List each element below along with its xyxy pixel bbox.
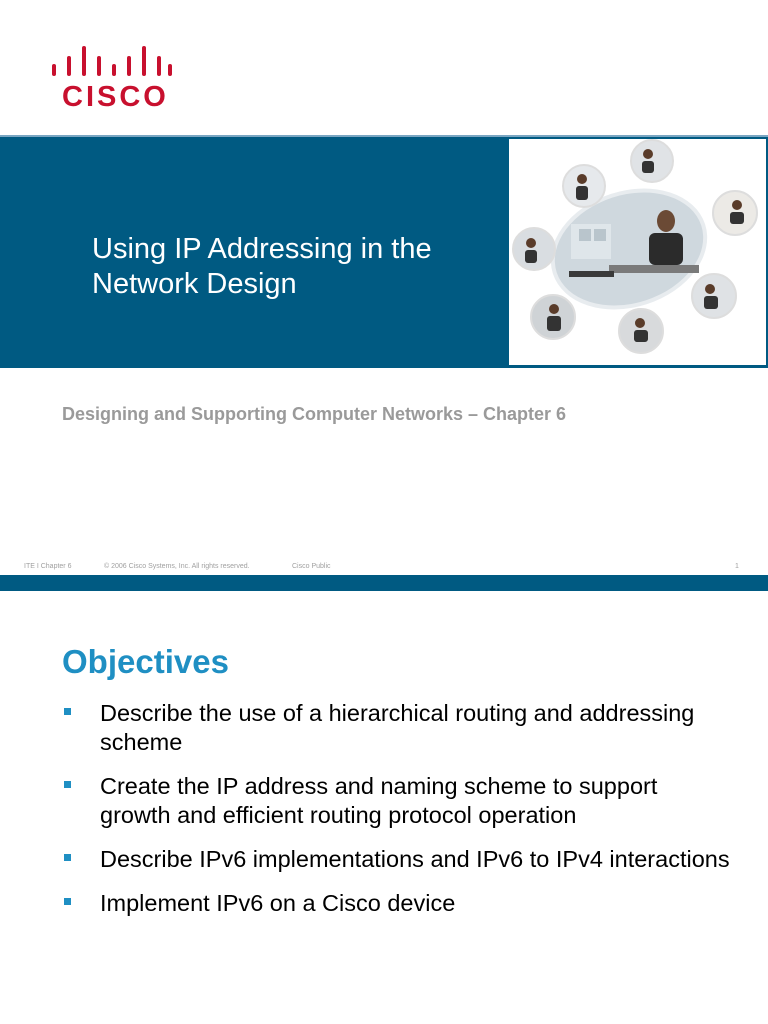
square-bullet-icon: [64, 854, 71, 861]
banner-bottom-rule: [0, 366, 768, 368]
cisco-logo: [50, 44, 174, 113]
bullet-text: Describe IPv6 implementations and IPv6 to IPv4 interactions: [100, 846, 730, 872]
cisco-wordmark: CISCO: [62, 81, 169, 113]
list-item: [62, 845, 732, 874]
footer-page-number: 1: [735, 563, 739, 570]
square-bullet-icon: [64, 898, 71, 905]
square-bullet-icon: [64, 708, 71, 715]
bullet-text: Describe the use of a hierarchical routing and addressing scheme: [100, 700, 695, 755]
cisco-bars-icon: [50, 44, 174, 78]
bullet-text: Implement IPv6 on a Cisco device: [100, 890, 456, 916]
slide-divider: [0, 575, 768, 591]
bullet-text: Create the IP address and naming scheme to support growth and efficient routing protocol operation: [100, 773, 658, 828]
list-item: [62, 699, 732, 757]
slide-title: Using IP Addressing in the Network Design: [92, 233, 432, 300]
slide-subtitle: Designing and Supporting Computer Networks – Chapter 6: [62, 404, 567, 424]
square-bullet-icon: [64, 781, 71, 788]
people-collage-image: [509, 139, 766, 365]
footer-course: ITE I Chapter 6: [24, 563, 72, 570]
footer-classification: Cisco Public: [292, 563, 331, 570]
objectives-list: [62, 699, 732, 933]
objectives-heading: Objectives: [62, 643, 229, 680]
objectives-slide: [0, 591, 768, 1024]
footer-copyright: © 2006 Cisco Systems, Inc. All rights reserved.: [104, 563, 250, 570]
list-item: [62, 889, 732, 918]
list-item: [62, 772, 732, 830]
